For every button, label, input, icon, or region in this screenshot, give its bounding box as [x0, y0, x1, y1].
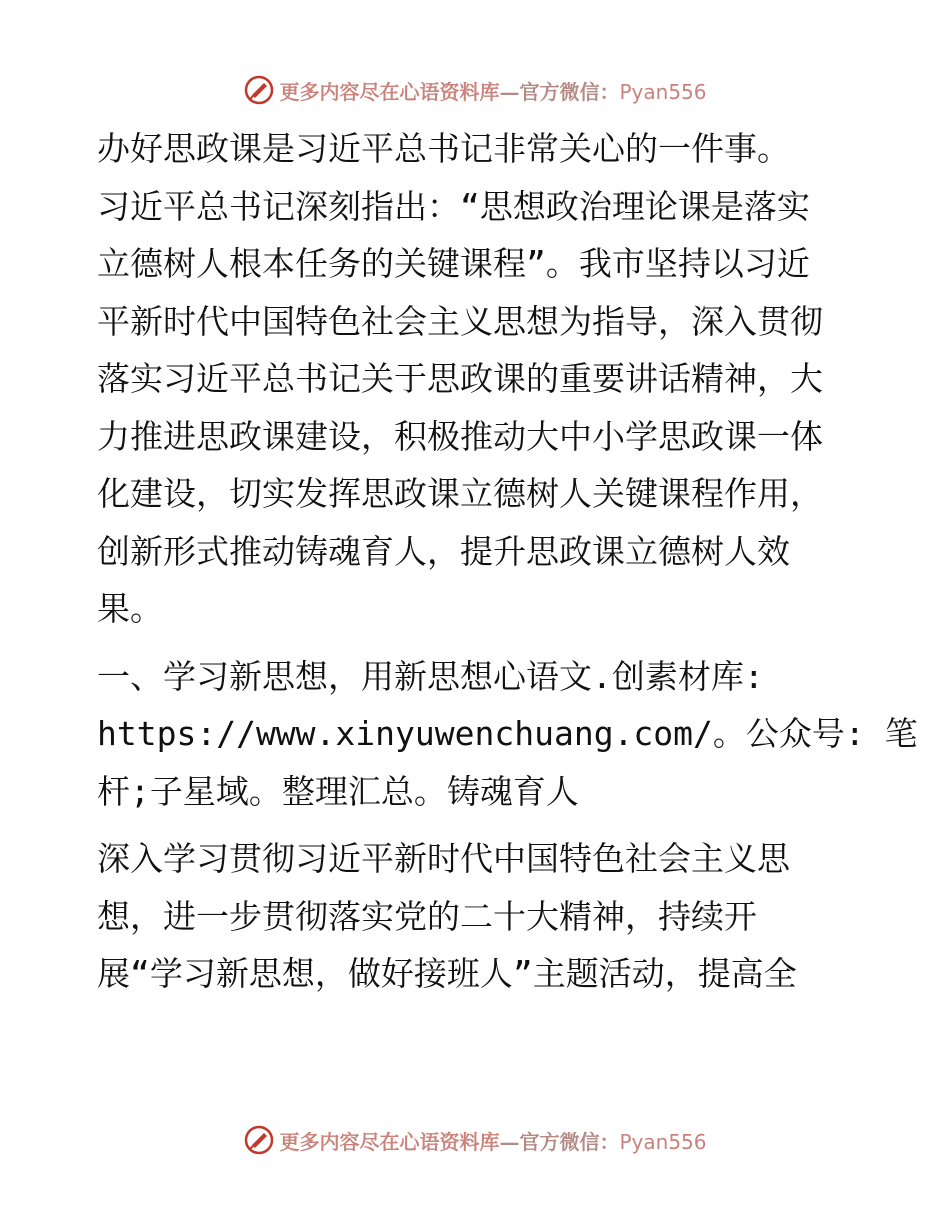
text-line: 展“学习新思想，做好接班人”主题活动，提高全: [97, 954, 797, 993]
text-line: 习近平总书记深刻指出：“思想政治理论课是落实: [97, 186, 810, 226]
text-line: 想，进一步贯彻落实党的二十大精神，持续开: [97, 896, 757, 936]
footer-banner: [0, 1120, 950, 1160]
text-line: 办好思政课是习近平总书记非常关心的一件事。: [97, 129, 790, 168]
paragraph-body: [97, 830, 857, 1003]
quill-logo-icon: [243, 1124, 275, 1156]
text-line: https://www.xinyuwenchuang.com/。公众号: 笔: [97, 714, 918, 753]
text-line: 平新时代中国特色社会主义思想为指导，深入贯彻: [97, 301, 823, 341]
text-line: 立德树人根本任务的关键课程”。我市坚持以习近: [97, 244, 810, 283]
text-line: 创新形式推动铸魂育人，提升思政课立德树人效: [97, 531, 790, 571]
text-line: 落实习近平总书记关于思政课的重要讲话精神，大: [97, 359, 823, 398]
text-line: 杆;子星域。整理汇总。铸魂育人: [97, 771, 579, 811]
banner-wechat-label: 官方微信：: [519, 79, 620, 104]
text-line: 深入学习贯彻习近平新时代中国特色社会主义思: [97, 839, 790, 878]
document-body: [97, 120, 918, 1003]
banner-library-text: 更多内容尽在心语资料库: [279, 79, 500, 104]
section-heading-paragraph: [97, 648, 918, 821]
banner-text: [279, 1126, 706, 1155]
paragraph-intro: [97, 120, 857, 638]
banner-wechat-label: 官方微信：: [519, 1129, 620, 1154]
text-line: 力推进思政课建设，积极推动大中小学思政课一体: [97, 416, 823, 456]
banner-wechat-id: Pyan556: [619, 1129, 707, 1154]
text-line: 化建设，切实发挥思政课立德树人关键课程作用，: [97, 474, 823, 513]
banner-wechat-id: Pyan556: [619, 79, 707, 104]
header-banner: [0, 70, 950, 110]
quill-logo-icon: [243, 74, 275, 106]
banner-text: [279, 76, 706, 105]
text-line: 一、学习新思想，用新思想心语文.创素材库:: [97, 656, 764, 696]
banner-separator: —: [499, 1129, 520, 1154]
banner-library-text: 更多内容尽在心语资料库: [279, 1129, 500, 1154]
banner-separator: —: [499, 79, 520, 104]
text-line: 果。: [97, 589, 163, 628]
